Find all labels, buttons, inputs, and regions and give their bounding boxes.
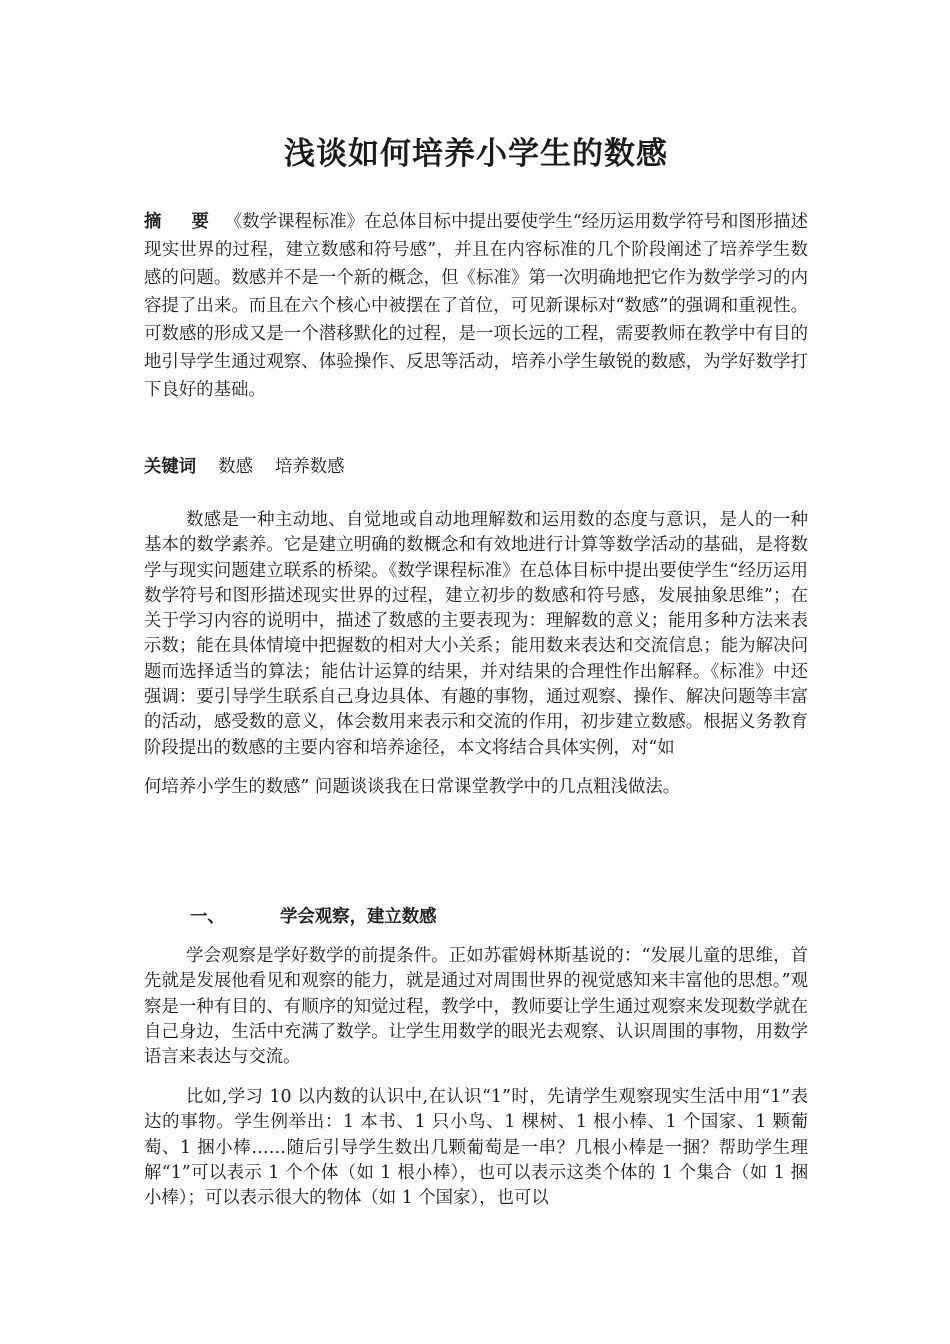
abstract-paragraph xyxy=(144,208,808,404)
abstract-text: 《数学课程标准》在总体目标中提出要使学生“经历运用数学符号和图形描述现实世界的过程，建立数感和符号感”，并且在内容标准的几个阶段阐述了培养学生数感的问题。数感并不是一个新的概念，但《标准》第一次明确地把它作为数学学习的内容提了出来。而且在六个核心中被摆在了首位，可见新课标对“数感”的强调和重视性。可数感的形成又是一个潜移默化的过程，是一项长远的工程，需要教师在教学中有目的地引导学生通过观察、体验操作、反思等活动，培养小学生敏锐的数感，为学好数学打下良好的基础。 xyxy=(144,212,808,400)
keywords-line xyxy=(144,455,808,479)
intro-paragraph xyxy=(144,508,808,800)
section-paragraph: 学会观察是学好数学的前提条件。正如苏霍姆林斯基说的：“发展儿童的思维，首先就是发展他看见和观察的能力，就是通过对周围世界的视觉感知来丰富他的思想。”观察是一种有目的、有顺序的知觉过程，教学中，教师要让学生通过观察来发现数学就在自己身边，生活中充满了数学。让学生用数学的眼光去观察、认识周围的事物，用数学语言来表达与交流。 xyxy=(144,946,808,1068)
keyword-item: 培养数感 xyxy=(274,457,345,477)
keywords-label: 关键词 xyxy=(144,457,197,477)
keyword-item: 数感 xyxy=(218,457,253,477)
intro-last-line: 何培养小学生的数感” 问题谈谈我在日常课堂教学中的几点粗浅做法。 xyxy=(144,776,681,797)
abstract-label: 摘 要 xyxy=(144,212,221,232)
section-heading xyxy=(190,902,437,927)
document-title: 浅谈如何培养小学生的数感 xyxy=(284,136,668,172)
section-number: 一、 xyxy=(190,907,225,927)
section-paragraph: 比如,学习 10 以内数的认识中,在认识“1”时，先请学生观察现实生活中用“1”表达的事物。学生例举出：1 本书、1 只小鸟、1 棵树、1 根小棒、1 个国家、1 颗葡萄、1 捆小棒……随后引导学生数出几颗葡萄是一串？几根小棒是一捆？帮助学生理解“1”可以表示 1 个个体（如 1 根小棒），也可以表示这类个体的 1 个集合（如 1 捆小棒）；可以表示很大的物体（如 1 个国家），也可以 xyxy=(144,1087,808,1209)
section-heading-text: 学会观察，建立数感 xyxy=(280,907,437,927)
intro-text: 数感是一种主动地、自觉地或自动地理解数和运用数的态度与意识，是人的一种基本的数学素养。它是建立明确的数概念和有效地进行计算等数学活动的基础，是将数学与现实问题建立联系的桥梁。《数学课程标准》在总体目标中提出要使学生“经历运用数学符号和图形描述现实世界的过程，建立初步的数感和符号感，发展抽象思维”；在关于学习内容的说明中，描述了数感的主要表现为：理解数的意义；能用多种方法来表示数；能在具体情境中把握数的相对大小关系；能用数来表达和交流信息；能为解决问题而选择适当的算法；能估计运算的结果，并对结果的合理性作出解释。《标准》中还强调：要引导学生联系自己身边具体、有趣的事物，通过观察、操作、解决问题等丰富的活动，感受数的意义，体会数用来表示和交流的作用，初步建立数感。根据义务教育阶段提出的数感的主要内容和培养途径，本文将结合具体实例，对“如 xyxy=(144,510,808,758)
